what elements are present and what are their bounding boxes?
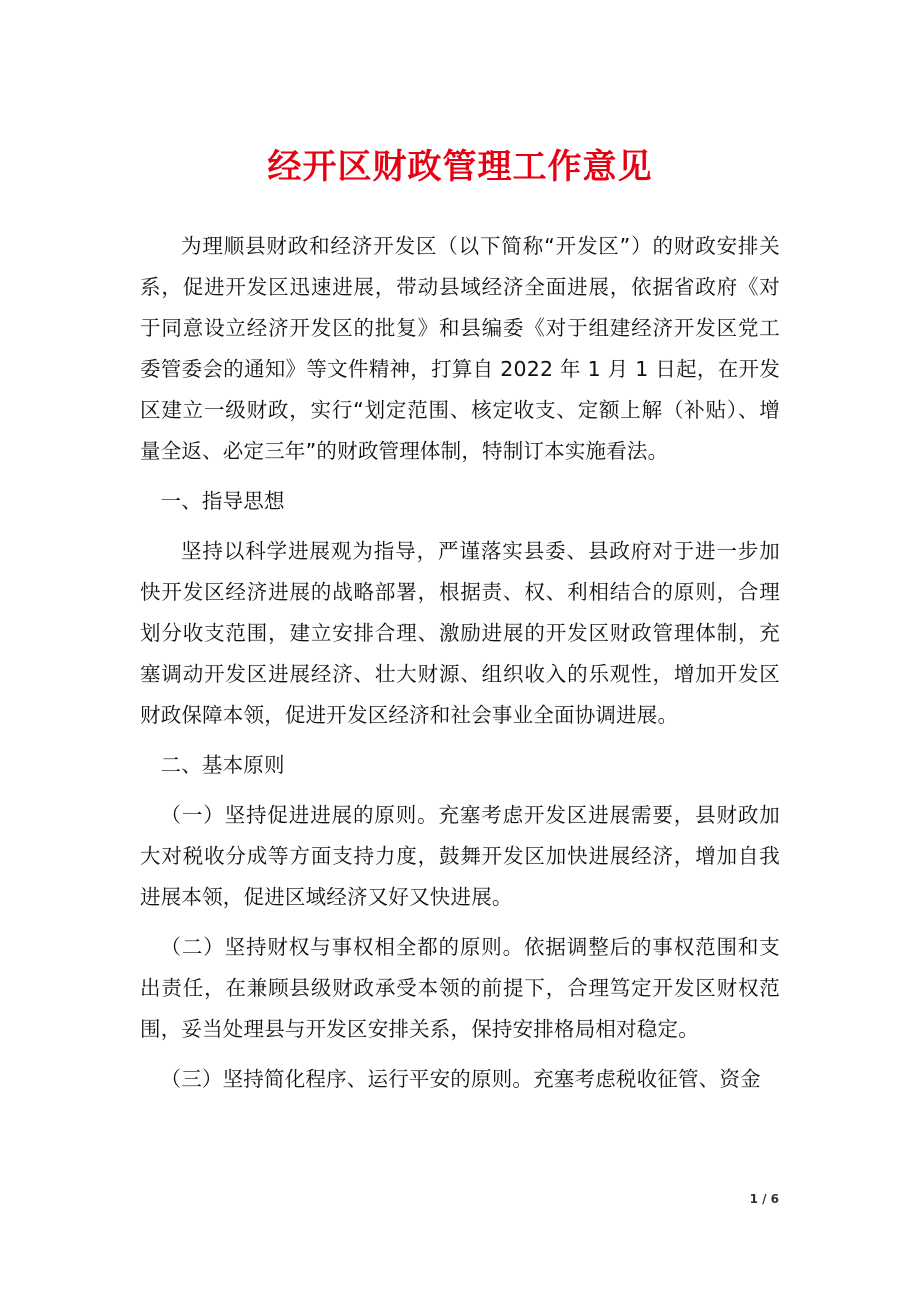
section-heading-basic-principles: 二、基本原则	[160, 753, 285, 777]
principle-item-1: （一）坚持促进进展的原则。充塞考虑开发区进展需要，县财政加大对税收分成等方面支持力度，鼓舞开发区加快进展经济，增加自我进展本领，促进区域经济又好又快进展。	[140, 803, 780, 909]
section-heading-guiding-ideology: 一、指导思想	[160, 489, 285, 513]
paragraph-guiding-ideology: 坚持以科学进展观为指导，严谨落实县委、县政府对于进一步加快开发区经济进展的战略部署，根据责、权、利相结合的原则，合理划分收支范围，建立安排合理、激励进展的开发区财政管理体制，充塞调动开发区进展经济、壮大财源、组织收入的乐观性，增加开发区财政保障本领，促进开发区经济和社会事业全面协调进展。	[140, 539, 780, 727]
principle-item-3: （三）坚持简化程序、运行平安的原则。充塞考虑税收征管、资金	[160, 1067, 761, 1091]
document-title: 经开区财政管理工作意见	[267, 147, 653, 187]
page-number: 1 / 6	[749, 1192, 779, 1206]
paragraph-intro: 为理顺县财政和经济开发区（以下简称“开发区”）的财政安排关系，促进开发区迅速进展，带动县域经济全面进展，依据省政府《对于同意设立经济开发区的批复》和县编委《对于组建经济开发区党工委管委会的通知》等文件精神，打算自 2022 年 1 月 1 日起，在开发区建立一级财政，实行“划定范围、核定收支、定额上解（补贴）、增量全返、必定三年”的财政管理体制，特制订本实施看法。	[140, 234, 780, 463]
document-body	[140, 226, 780, 1109]
principle-item-2: （二）坚持财权与事权相全都的原则。依据调整后的事权范围和支出责任，在兼顾县级财政承受本领的前提下，合理笃定开发区财权范围，妥当处理县与开发区安排关系，保持安排格局相对稳定。	[140, 935, 780, 1041]
